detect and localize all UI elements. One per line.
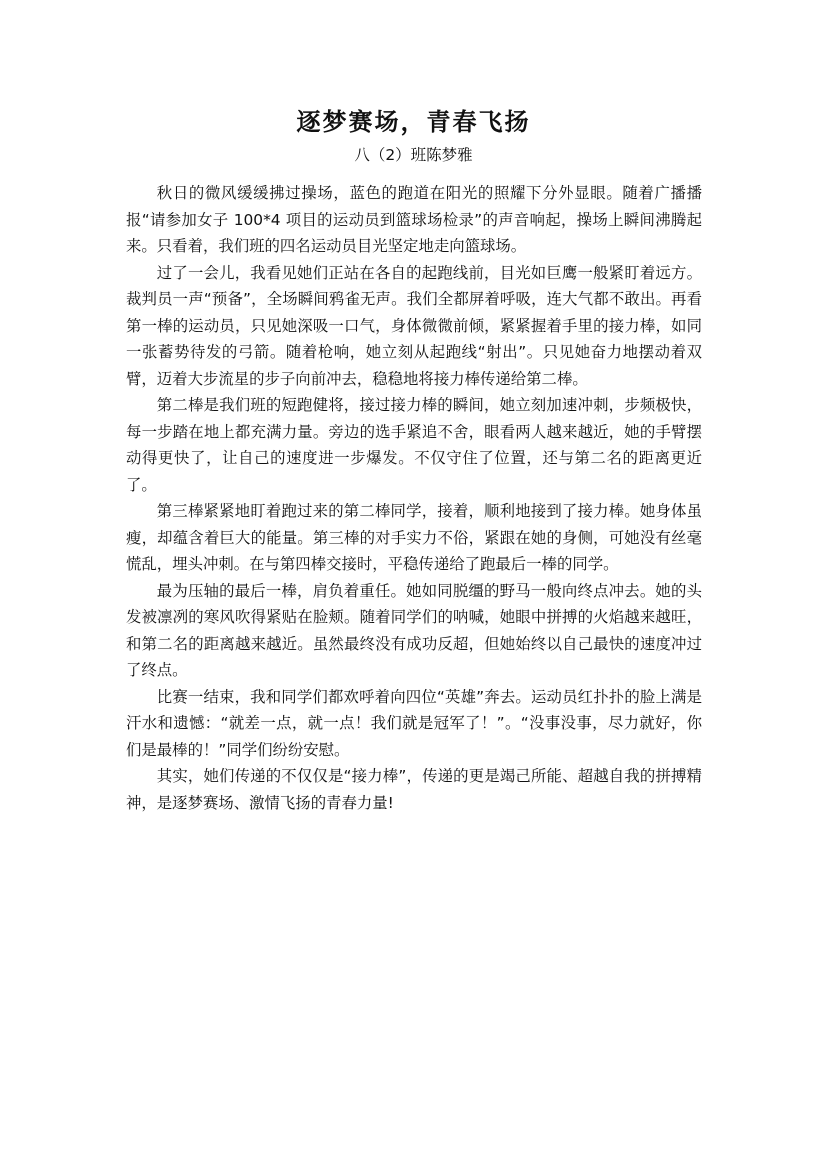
paragraph-3: 第二棒是我们班的短跑健将，接过接力棒的瞬间，她立刻加速冲刺，步频极快，每一步踏在地上都充满力量。旁边的选手紧追不舍，眼看两人越来越近，她的手臂摆动得更快了，让自己的速度进一步爆发。不仅守住了位置，还与第二名的距离更近了。 [126, 396, 702, 494]
paragraph-6: 比赛一结束，我和同学们都欢呼着向四位“英雄”奔去。运动员红扑扑的脸上满是汗水和遗憾：“就差一点，就一点！我们就是冠军了！”。“没事没事，尽力就好，你们是最棒的！”同学们纷纷安慰。 [126, 687, 702, 759]
paragraph-5: 最为压轴的最后一棒，肩负着重任。她如同脱缰的野马一般向终点冲去。她的头发被凛冽的寒风吹得紧贴在脸颊。随着同学们的呐喊，她眼中拼搏的火焰越来越旺，和第二名的距离越来越近。虽然最终没有成功反超，但她始终以自己最快的速度冲过了终点。 [126, 581, 702, 679]
document-author: 八（2）班陈梦雅 [354, 146, 473, 164]
paragraph-7: 其实，她们传递的不仅仅是“接力棒”，传递的更是竭己所能、超越自我的拼搏精神，是逐梦赛场、激情飞扬的青春力量! [126, 767, 702, 812]
paragraph-2: 过了一会儿，我看见她们正站在各自的起跑线前，目光如巨鹰一般紧盯着远方。裁判员一声“预备”，全场瞬间鸦雀无声。我们全都屏着呼吸，连大气都不敢出。再看第一棒的运动员，只见她深吸一口气，身体微微前倾，紧紧握着手里的接力棒，如同一张蓄势待发的弓箭。随着枪响，她立刻从起跑线“射出”。只见她奋力地摆动着双臂，迈着大步流星的步子向前冲去，稳稳地将接力棒传递给第二棒。 [126, 263, 702, 388]
paragraph-1: 秋日的微风缓缓拂过操场，蓝色的跑道在阳光的照耀下分外显眼。随着广播播报“请参加女子 100*4 项目的运动员到篮球场检录”的声音响起，操场上瞬间沸腾起来。只看着，我们班的四名运动员目光坚定地走向篮球场。 [126, 184, 702, 255]
document-title: 逐梦赛场，青春飞扬 [296, 107, 531, 136]
paragraph-4: 第三棒紧紧地盯着跑过来的第二棒同学，接着，顺利地接到了接力棒。她身体虽瘦，却蕴含着巨大的能量。第三棒的对手实力不俗，紧跟在她的身侧，可她没有丝毫慌乱，埋头冲刺。在与第四棒交接时，平稳传递给了跑最后一棒的同学。 [126, 502, 702, 573]
document-body [126, 180, 702, 816]
